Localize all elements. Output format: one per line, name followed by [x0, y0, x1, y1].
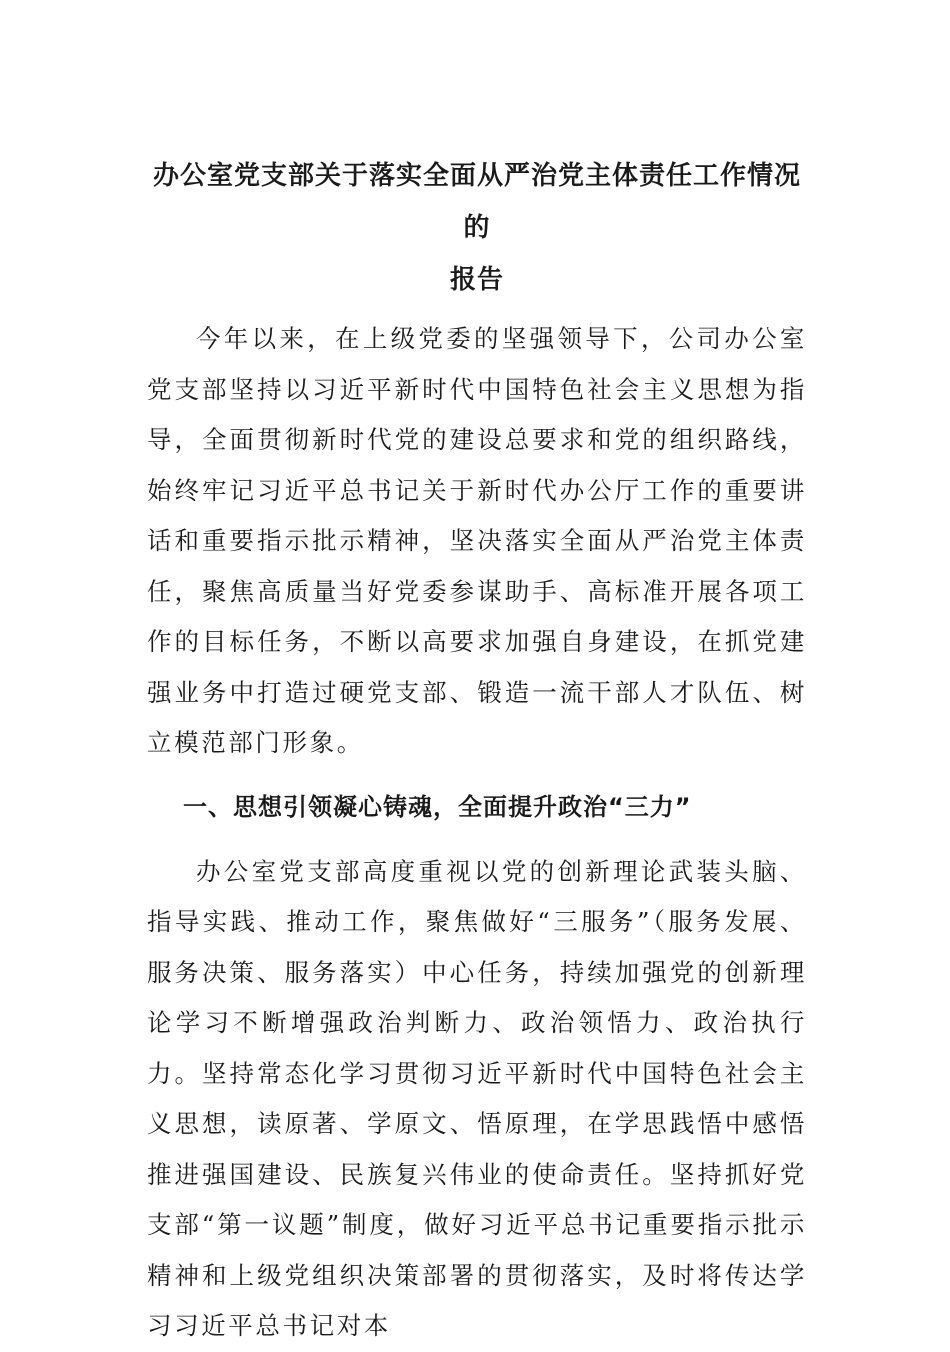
document-page [147, 150, 807, 1352]
title-line-2: 报告 [449, 265, 504, 295]
title-line-1: 办公室党支部关于落实全面从严治党主体责任工作情况的 [152, 161, 801, 243]
intro-paragraph: 今年以来，在上级党委的坚强领导下，公司办公室党支部坚持以习近平新时代中国特色社会主义思想为指导，全面贯彻新时代党的建设总要求和党的组织路线，始终牢记习近平总书记关于新时代办公厅工作的重要讲话和重要指示批示精神，坚决落实全面从严治党主体责任，聚焦高质量当好党委参谋助手、高标准开展各项工作的目标任务，不断以高要求加强自身建设，在抓党建强业务中打造过硬党支部、锻造一流干部人才队伍、树立模范部门形象。 [147, 324, 807, 757]
section-1-heading: 一、思想引领凝心铸魂，全面提升政治“三力” [183, 792, 692, 821]
section-1-paragraph: 办公室党支部高度重视以党的创新理论武装头脑、指导实践、推动工作，聚焦做好“三服务”（服务发展、服务决策、服务落实）中心任务，持续加强党的创新理论学习不断增强政治判断力、政治领悟力、政治执行力。坚持常态化学习贯彻习近平新时代中国特色社会主义思想，读原著、学原文、悟原理，在学思践悟中感悟推进强国建设、民族复兴伟业的使命责任。坚持抓好党支部“第一议题”制度，做好习近平总书记重要指示批示精神和上级党组织决策部署的贯彻落实，及时将传达学习习近平总书记对本 [147, 856, 807, 1340]
document-title [147, 150, 807, 306]
